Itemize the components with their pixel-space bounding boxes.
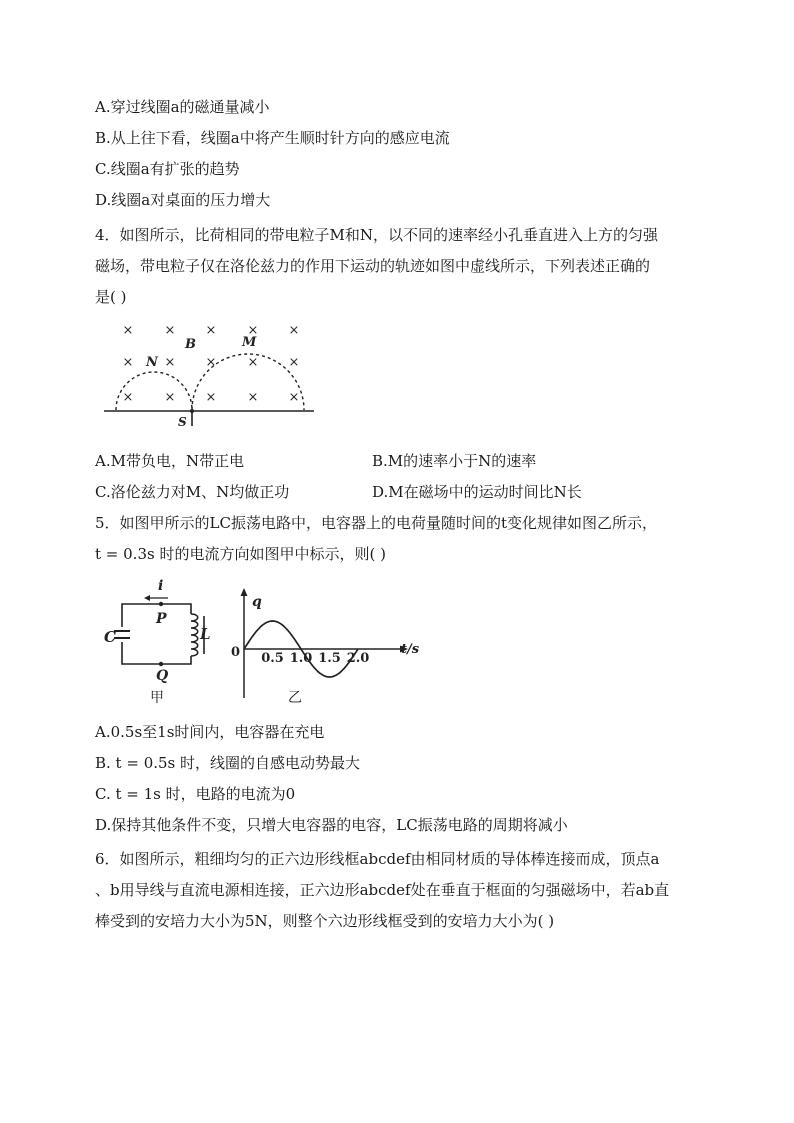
q3-option-b: B.从上往下看，线圈a中将产生顺时针方向的感应电流 (95, 129, 450, 147)
field-cross: × (164, 390, 176, 405)
field-cross: × (288, 355, 300, 370)
label-b: B (185, 337, 196, 352)
field-cross: × (164, 323, 176, 338)
label-q: Q (156, 668, 169, 684)
field-cross: × (205, 323, 217, 338)
hole-s (190, 409, 194, 413)
label-s: S (178, 415, 187, 429)
q3-option-c: C.线圈a有扩张的趋势 (95, 160, 240, 178)
q5-stem-line-1: 5．如图甲所示的LC振荡电路中，电容器上的电荷量随时间的t变化规律如图乙所示， (95, 514, 658, 532)
x-tick-label: 2.0 (346, 651, 370, 666)
q-t-graph (230, 586, 430, 706)
label-m: M (242, 335, 257, 350)
q4-stem-line-3: 是( ) (95, 288, 127, 306)
x-tick-label: 0.5 (261, 651, 284, 666)
field-cross: × (122, 323, 134, 338)
field-cross: × (122, 390, 134, 405)
q5-option-d: D.保持其他条件不变，只增大电容器的电容，LC振荡电路的周期将减小 (95, 816, 568, 834)
field-cross: × (122, 355, 134, 370)
q3-option-d: D.线圈a对桌面的压力增大 (95, 191, 271, 209)
lc-circuit-figure (100, 576, 225, 708)
field-cross: × (288, 323, 300, 338)
q4-stem-line-1: 4．如图所示，比荷相同的带电粒子M和N，以不同的速率经小孔垂直进入上方的匀强 (95, 226, 659, 244)
q4-option-a: A.M带负电，N带正电 (95, 452, 245, 470)
field-cross: × (164, 355, 176, 370)
label-n: N (146, 355, 158, 370)
q4-option-d: D.M在磁场中的运动时间比N长 (372, 483, 582, 501)
x-tick-label: 1.0 (289, 651, 313, 666)
field-cross: × (205, 390, 217, 405)
label-i: i (158, 578, 164, 594)
y-axis-label: q (252, 594, 262, 610)
q4-stem-line-2: 磁场，带电粒子仅在洛伦兹力的作用下运动的轨迹如图中虚线所示，下列表述正确的 (95, 257, 651, 275)
q5-option-a: A.0.5s至1s时间内，电容器在充电 (95, 723, 325, 741)
q5-stem-line-2: t = 0.3s 时的电流方向如图甲中标示，则( ) (95, 545, 386, 563)
x-tick-label: 1.5 (318, 651, 341, 666)
caption-jia: 甲 (150, 690, 164, 706)
label-l: L (200, 625, 211, 643)
q6-stem-line-2: 、b用导线与直流电源相连接，正六边形abcdef处在垂直于框面的匀强磁场中，若ab直 (95, 881, 670, 899)
q4-option-b: B.M的速率小于N的速率 (372, 452, 537, 470)
q4-figure (100, 316, 320, 434)
caption-yi: 乙 (288, 690, 302, 706)
q4-option-c: C.洛伦兹力对M、N均做正功 (95, 483, 290, 501)
q6-stem-line-1: 6．如图所示，粗细均匀的正六边形线框abcdef由相同材质的导体棒连接而成，顶点a (95, 850, 660, 868)
x-axis-label: t/s (401, 642, 420, 657)
q3-option-a: A.穿过线圈a的磁通量减小 (95, 98, 270, 116)
q6-stem-line-3: 棒受到的安培力大小为5N，则整个六边形线框受到的安培力大小为( ) (95, 912, 555, 930)
field-cross: × (288, 390, 300, 405)
y-axis-arrow (241, 588, 248, 596)
field-cross: × (247, 355, 259, 370)
field-cross: × (247, 390, 259, 405)
current-arrowhead (144, 595, 150, 601)
node-q (159, 662, 163, 666)
field-cross: × (205, 355, 217, 370)
label-p: P (156, 611, 167, 627)
origin-label: 0 (231, 645, 241, 660)
q5-option-c: C. t = 1s 时，电路的电流为0 (95, 785, 296, 803)
field-cross: × (247, 323, 259, 338)
inductor-coil (191, 614, 198, 656)
q5-option-b: B. t = 0.5s 时，线圈的自感电动势最大 (95, 754, 361, 772)
label-c: C (104, 628, 116, 646)
